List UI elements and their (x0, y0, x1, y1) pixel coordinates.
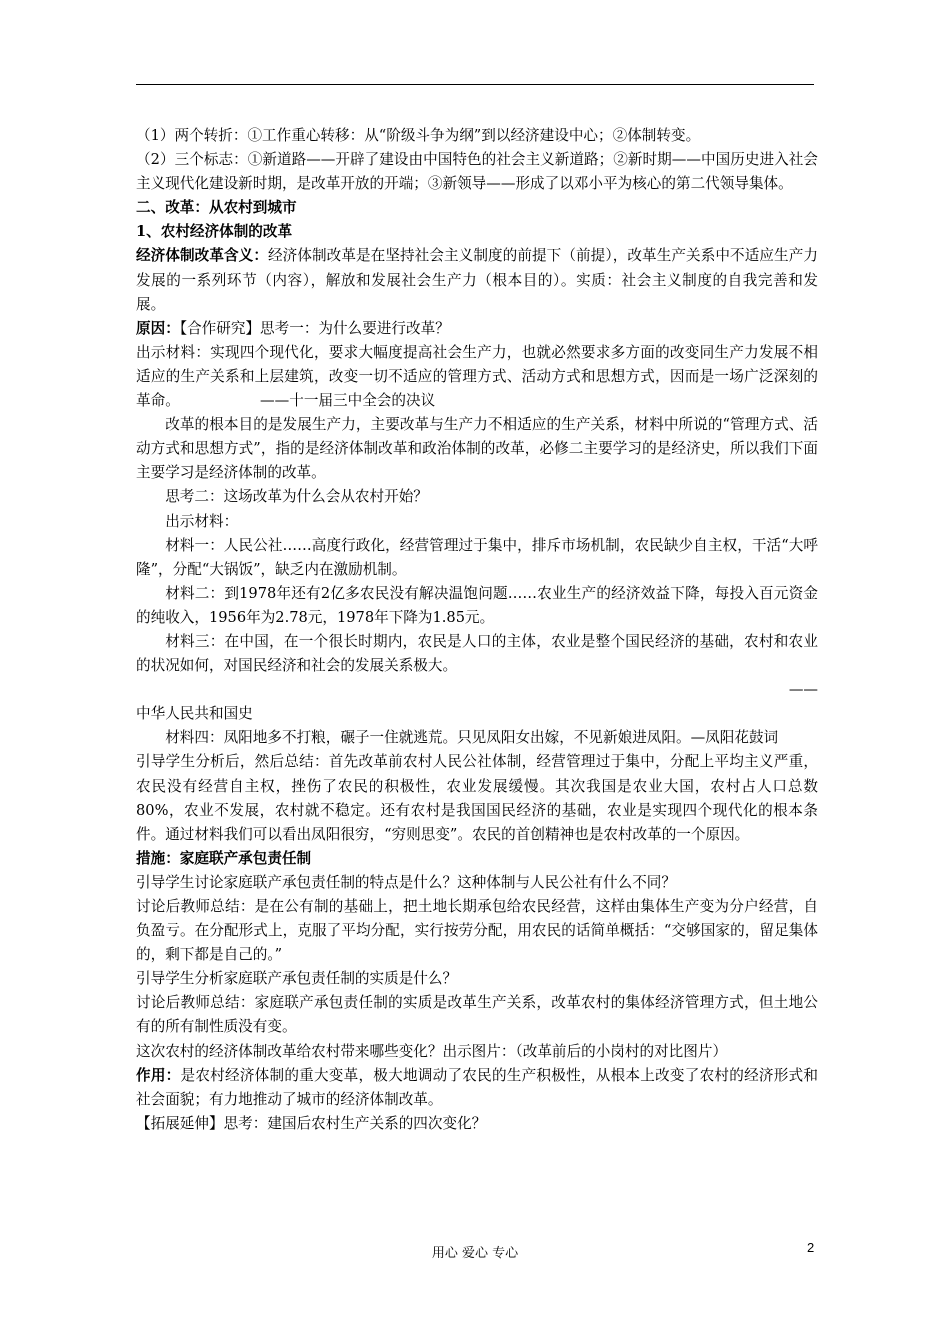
paragraph-show-material: 出示材料： (165, 512, 239, 530)
citation-dash: —— (788, 681, 818, 699)
term-label: 作用： (136, 1066, 181, 1084)
subsection-heading: 1、农村经济体制的改革 (136, 223, 293, 241)
paragraph-effect (136, 1064, 818, 1112)
page-number: 2 (807, 1240, 815, 1255)
paragraph-material-two: 材料二：到1978年还有2亿多农民没有解决温饱问题……农业生产的经济效益下降，每投入百元资金的纯收入，1956年为2.78元，1978年下降为1.85元。 (136, 584, 818, 626)
paragraph-extension: 【拓展延伸】思考：建国后农村生产关系的四次变化？ (136, 1114, 487, 1132)
paragraph-discussion-prompt: 引导学生讨论家庭联产承包责任制的特点是什么？这种体制与人民公社有什么不同？ (136, 873, 676, 891)
term-body: 【合作研究】思考一：为什么要进行改革？ (179, 319, 450, 337)
paragraph-two-turns: （1）两个转折：①工作重心转移：从“阶级斗争为纲”到以经济建设中心；②体制转变。 (136, 127, 701, 144)
paragraph-material-quote: 出示材料：实现四个现代化，要求大幅度提高社会生产力，也就必然要求多方面的改变同生产力发展不相适应的生产关系和上层建筑，改变一切不适应的管理方式、活动方式和思想方式，因而是一场广泛深刻的革命。 ——十一届三中全会的决议 (136, 343, 818, 410)
paragraph-teacher-summary: 讨论后教师总结：是在公有制的基础上，把土地长期承包给农民经营，这样由集体生产变为分户经营，自负盈亏。在分配形式上，克服了平均分配，实行按劳分配，用农民的话简单概括：“交够国家的，留足集体的，剩下都是自己的。” (136, 898, 818, 964)
paragraph-essence-prompt: 引导学生分析家庭联产承包责任制的实质是什么？ (136, 970, 458, 988)
header-rule (136, 84, 814, 85)
term-label: 原因： (136, 319, 180, 337)
term-body: 是农村经济体制的重大变革，极大地调动了农民的生产积极性，从根本上改变了农村的经济形式和社会面貌；有力地推动了城市的经济体制改革。 (136, 1066, 818, 1108)
paragraph-material-three: 材料三：在中国，在一个很长时期内，农民是人口的主体，农业是整个国民经济的基础，农村和农业的状况如何，对国民经济和社会的发展关系极大。 (136, 632, 818, 675)
paragraph-changes-prompt: 这次农村的经济体制改革给农村带来哪些变化？出示图片：（改革前后的小岗村的对比图片） (136, 1042, 728, 1060)
footer-text: 用心 爱心 专心 (431, 1246, 519, 1261)
term-body: 经济体制改革是在坚持社会主义制度的前提下（前提），改革生产关系中不适应生产力发展的一系列环节（内容），解放和发展社会生产力（根本目的）。实质：社会主义制度的自我完善和发展。 (136, 247, 818, 313)
paragraph-reform-meaning (136, 244, 818, 316)
paragraph-material-one: 材料一：人民公社……高度行政化，经营管理过于集中，排斥市场机制，农民缺少自主权，干活“大呼隆”，分配“大锅饭”，缺乏内在激励机制。 (136, 536, 818, 578)
paragraph-question-two: 思考二：这场改革为什么会从农村开始？ (165, 488, 428, 506)
paragraph-analysis-summary: 引导学生分析后，然后总结：首先改革前农村人民公社体制，经营管理过于集中，分配上平均主义严重，农民没有经营自主权，挫伤了农民的积极性，农业发展缓慢。其次我国是农业大国，农村占人口总数80%，农业不发展，农村就不稳定。还有农村是我国国民经济的基础，农业是实现四个现代化的根本条件。通过材料我们可以看出凤阳很穷，“穷则思变”。农民的首创精神也是农村改革的一个原因。 (136, 753, 818, 843)
section-heading: 二、改革：从农村到城市 (136, 199, 297, 217)
paragraph-three-marks: （2）三个标志：①新道路——开辟了建设由中国特色的社会主义新道路；②新时期——中国历史进入社会主义现代化建设新时期，是改革开放的开端；③新领导——形成了以邓小平为核心的第二代领导集体。 (136, 151, 818, 193)
paragraph-material-four: 材料四：凤阳地多不打粮，碾子一住就逃荒。只见凤阳女出嫁，不见新娘进凤阳。—凤阳花鼓词 (165, 729, 779, 747)
measures-heading: 措施：家庭联产承包责任制 (136, 849, 312, 867)
document-body (136, 124, 818, 1136)
paragraph-reform-purpose: 改革的根本目的是发展生产力，主要改革与生产力不相适应的生产关系，材料中所说的“管理方式、活动方式和思想方式”，指的是经济体制改革和政治体制的改革，必修二主要学习的是经济史，所以我们下面主要学习是经济体制的改革。 (136, 416, 818, 482)
citation-source: 中华人民共和国史 (136, 705, 253, 723)
paragraph-reason (136, 317, 818, 341)
term-label: 经济体制改革含义： (136, 247, 269, 265)
paragraph-essence-summary: 讨论后教师总结：家庭联产承包责任制的实质是改革生产关系，改革农村的集体经济管理方式，但土地公有的所有制性质没有变。 (136, 994, 818, 1036)
